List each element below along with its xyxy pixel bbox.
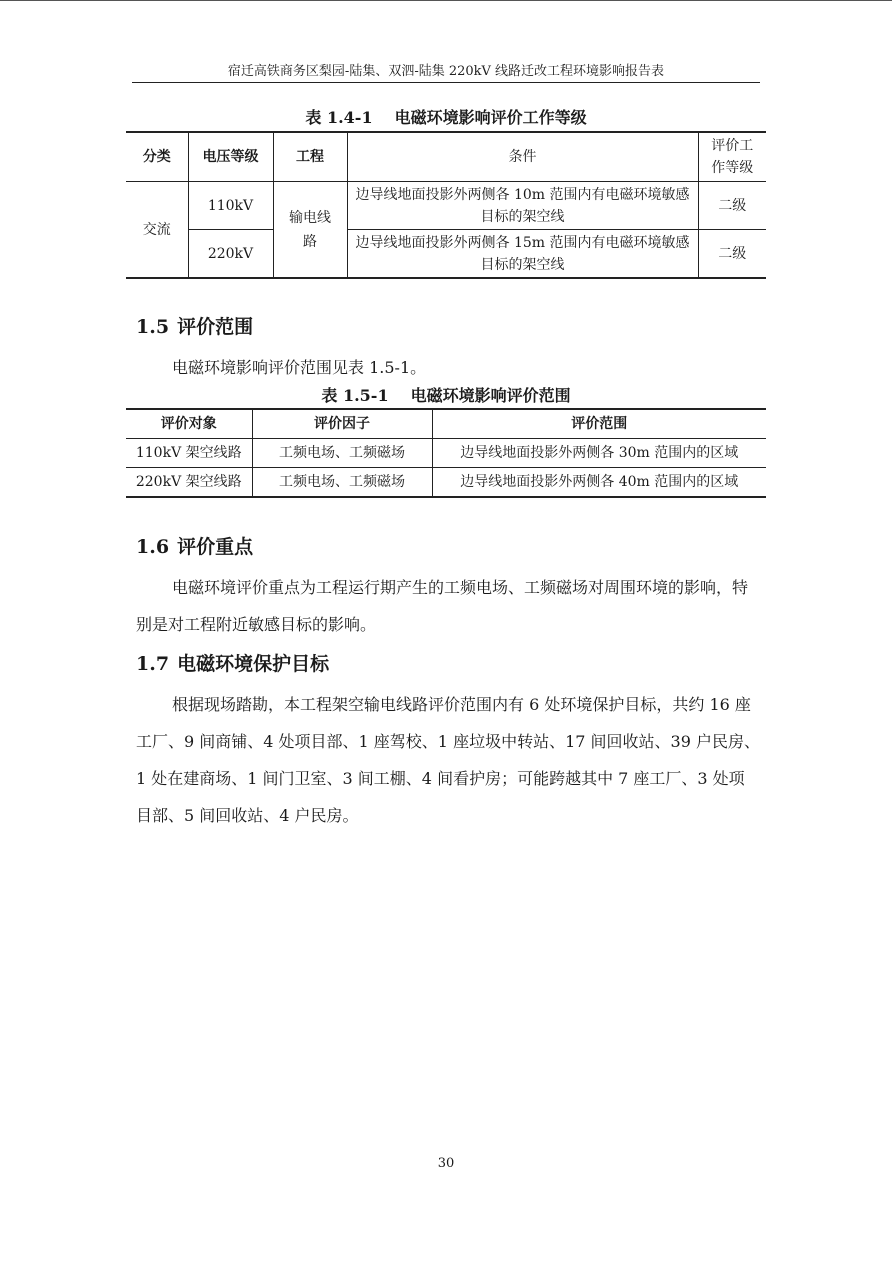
table-1-4-1-title: 电磁环境影响评价工作等级 (394, 108, 587, 127)
header-rule (132, 82, 760, 83)
project-cell (273, 182, 347, 279)
table-1-4-1-number: 表 1.4-1 (305, 108, 373, 127)
header-category: 分类 (126, 132, 188, 182)
table-row (126, 468, 766, 498)
page-top-border (0, 0, 892, 1)
section-number: 1.5 (136, 316, 170, 338)
header-level (698, 132, 766, 182)
table-row (126, 439, 766, 468)
table-1-5-1-number: 表 1.5-1 (321, 386, 389, 405)
factor-cell: 工频电场、工频磁场 (252, 439, 432, 468)
project-text: 输电线路 (289, 209, 331, 250)
object-cell: 110kV 架空线路 (126, 439, 252, 468)
table-row (126, 182, 766, 230)
level-cell: 二级 (698, 182, 766, 230)
factor-cell: 工频电场、工频磁场 (252, 468, 432, 498)
table-1-5-1-title: 电磁环境影响评价范围 (410, 386, 571, 405)
section-1-7-body: 根据现场踏勘，本工程架空输电线路评价范围内有 6 处环境保护目标，共约 16 座工厂、9 间商铺、4 处项目部、1 座驾校、1 座垃圾中转站、17 间回收站、39 户民房、1 处在建商场、1 间门卫室、3 间工棚、4 间看护房；可能跨越其中 7 座工厂、3 处项目部、5 间回收站、4 户民房。 (136, 695, 760, 825)
section-1-7-heading (136, 652, 329, 676)
table-1-4-1 (126, 131, 766, 279)
running-header: 宿迁高铁商务区梨园-陆集、双泗-陆集 220kV 线路迁改工程环境影响报告表 (227, 64, 665, 79)
condition-text: 边导线地面投影外两侧各 10m 范围内有电磁环境敏感目标的架空线 (355, 186, 690, 225)
range-cell: 边导线地面投影外两侧各 40m 范围内的区域 (432, 468, 766, 498)
table-1-5-1-caption (126, 386, 766, 406)
section-1-6-heading (136, 535, 253, 559)
table-header-row (126, 409, 766, 439)
section-title: 评价重点 (177, 536, 254, 558)
section-number: 1.7 (136, 653, 170, 675)
section-title: 评价范围 (177, 316, 254, 338)
header-range: 评价范围 (432, 409, 766, 439)
header-project: 工程 (273, 132, 347, 182)
table-header-row (126, 132, 766, 182)
section-title: 电磁环境保护目标 (177, 653, 330, 675)
header-object: 评价对象 (126, 409, 252, 439)
condition-cell (347, 182, 698, 230)
condition-cell (347, 230, 698, 279)
voltage-cell: 220kV (188, 230, 273, 279)
level-cell: 二级 (698, 230, 766, 279)
object-cell: 220kV 架空线路 (126, 468, 252, 498)
condition-text: 边导线地面投影外两侧各 15m 范围内有电磁环境敏感目标的架空线 (355, 234, 690, 273)
table-1-5-1 (126, 408, 766, 498)
range-cell: 边导线地面投影外两侧各 30m 范围内的区域 (432, 439, 766, 468)
section-1-6-body: 电磁环境评价重点为工程运行期产生的工频电场、工频磁场对周围环境的影响，特别是对工程附近敏感目标的影响。 (136, 578, 749, 634)
section-1-5-intro: 电磁环境影响评价范围见表 1.5-1。 (172, 358, 427, 377)
table-row (126, 230, 766, 279)
header-voltage: 电压等级 (188, 132, 273, 182)
section-1-5-heading (136, 315, 253, 339)
category-cell: 交流 (126, 182, 188, 279)
page-number: 30 (437, 1156, 455, 1171)
header-level-text: 评价工作等级 (711, 138, 754, 176)
voltage-cell: 110kV (188, 182, 273, 230)
header-condition: 条件 (347, 132, 698, 182)
header-factor: 评价因子 (252, 409, 432, 439)
table-1-4-1-caption (126, 108, 766, 128)
section-number: 1.6 (136, 536, 170, 558)
